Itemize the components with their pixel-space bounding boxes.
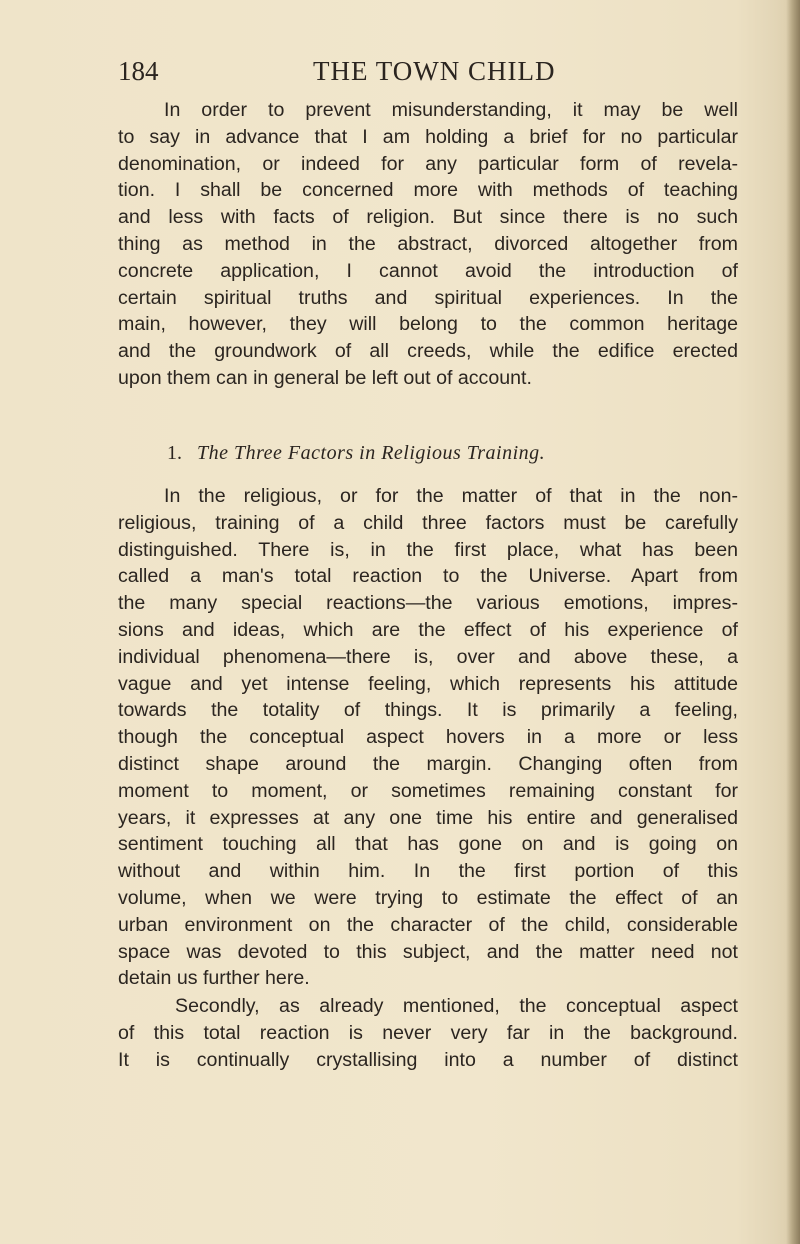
text-line: sions and ideas, which are the effect of his experience of xyxy=(118,618,738,641)
text-line: distinguished. There is, in the first place, what has been xyxy=(118,538,738,561)
text-line: tion. I shall be concerned more with methods of teaching xyxy=(118,179,738,202)
text-line: years, it expresses at any one time his entire and generalised xyxy=(118,806,738,829)
paragraph-three-factors xyxy=(118,483,738,992)
text-line: religious, training of a child three factors must be carefully xyxy=(118,511,738,534)
text-line: certain spiritual truths and spiritual experiences. In the xyxy=(118,286,738,309)
text-line: Secondly, as already mentioned, the conceptual aspect xyxy=(175,995,738,1017)
text-line: space was devoted to this subject, and the matter need not xyxy=(118,940,738,963)
section-number: 1. xyxy=(167,442,182,464)
text-line: thing as method in the abstract, divorced altogether from xyxy=(118,232,738,255)
text-line: It is continually crystallising into a number of distinct xyxy=(118,1048,738,1071)
text-line: distinct shape around the margin. Changing often from xyxy=(118,752,738,775)
text-line: moment to moment, or sometimes remaining constant for xyxy=(118,779,738,802)
text-line: volume, when we were trying to estimate the effect of an xyxy=(118,886,738,909)
page-edge-shadow xyxy=(786,0,800,1244)
text-line: vague and yet intense feeling, which represents his attitude xyxy=(118,672,738,695)
text-line: concrete application, I cannot avoid the introduction of xyxy=(118,259,738,282)
paragraph-conceptual-aspect xyxy=(118,993,738,1073)
text-line: to say in advance that I am holding a brief for no particular xyxy=(118,125,738,148)
text-line: sentiment touching all that has gone on and is going on xyxy=(118,833,738,856)
text-line: main, however, they will belong to the common heritage xyxy=(118,313,738,336)
text-line: In order to prevent misunderstanding, it may be well xyxy=(164,99,738,121)
text-line: and the groundwork of all creeds, while the edifice erected xyxy=(118,340,738,363)
text-line: In the religious, or for the matter of that in the non- xyxy=(164,485,738,507)
text-line: towards the totality of things. It is primarily a feeling, xyxy=(118,699,738,722)
text-line: denomination, or indeed for any particular form of revela- xyxy=(118,152,738,175)
text-line: of this total reaction is never very far in the background. xyxy=(118,1021,738,1044)
text-line: without and within him. In the first portion of this xyxy=(118,860,738,883)
running-title: THE TOWN CHILD xyxy=(313,56,556,86)
text-line: and less with facts of religion. But since there is no such xyxy=(118,206,738,229)
section-heading xyxy=(167,442,545,465)
paragraph-intro xyxy=(118,97,738,392)
text-line: urban environment on the character of the child, considerable xyxy=(118,913,738,936)
text-line: upon them can in general be left out of account. xyxy=(118,366,532,389)
text-line: the many special reactions—the various emotions, impres- xyxy=(118,592,738,615)
running-head xyxy=(118,56,738,96)
text-line: individual phenomena—there is, over and above these, a xyxy=(118,645,738,668)
text-line: though the conceptual aspect hovers in a more or less xyxy=(118,726,738,749)
page-number: 184 xyxy=(118,56,159,86)
text-line: detain us further here. xyxy=(118,967,310,990)
text-line: called a man's total reaction to the Universe. Apart from xyxy=(118,565,738,588)
section-title: The Three Factors in Religious Training. xyxy=(197,442,546,464)
